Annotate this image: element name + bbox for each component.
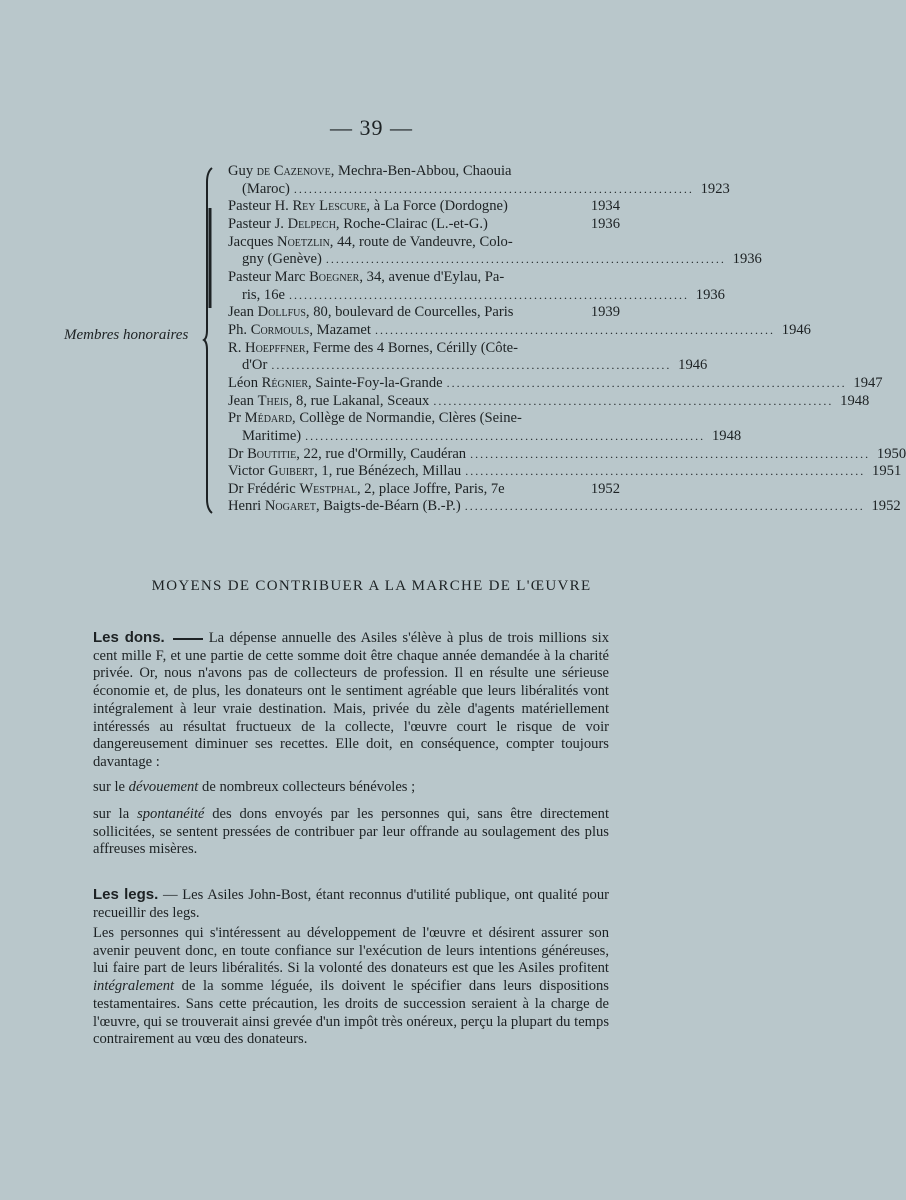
member-surname: Cormouls xyxy=(250,321,310,338)
member-text xyxy=(228,340,518,358)
member-name: Jacques xyxy=(228,233,278,250)
dons-item-1 xyxy=(93,779,609,797)
member-year: 1952 xyxy=(590,480,620,497)
members-side-label: Membres honoraires xyxy=(64,327,189,343)
member-text xyxy=(228,234,513,252)
member-year: 1948 xyxy=(840,392,870,409)
member-text xyxy=(228,216,488,234)
member-year: 1936 xyxy=(695,286,725,303)
member-year: 1946 xyxy=(678,357,708,374)
member-entry xyxy=(228,233,762,269)
member-text xyxy=(242,181,290,199)
member-year: 1952 xyxy=(871,498,901,515)
member-year: 1951 xyxy=(872,463,902,480)
member-name: gny (Genève) xyxy=(242,251,322,268)
member-entry xyxy=(228,392,870,411)
dons-item-2-pre: sur la xyxy=(93,806,138,822)
member-surname: Hoepffner xyxy=(245,339,306,356)
member-text xyxy=(228,198,508,216)
member-name: Henri xyxy=(228,498,265,515)
dons-text: La dépense annuelle des Asiles s'élève à plus de trois millions six cent mille F, et une partie de cette somme doit être chaque année demandée à la charité privée. Or, nous n'avons pas de collecteurs de profession. Il en résulte une sérieuse économie et, de plus, les donateurs ont le sentiment agréable que leurs libéralités vont intégralement à leur vraie destination. Mais, privée du zèle d'agents matériellement intéressés au résultat fructueux de la collecte, l'œuvre court le risque de voir dangereusement diminuer ses recettes. Elle doit, en conséquence, compter toujours davantage : xyxy=(93,630,609,770)
member-text xyxy=(228,269,504,287)
member-name: Pasteur Marc xyxy=(228,268,310,285)
dons-item-1-em: dévouement xyxy=(128,779,199,795)
member-line xyxy=(228,321,811,340)
member-name: R. xyxy=(228,339,246,356)
member-address: , à La Force (Dordogne) xyxy=(366,198,508,215)
member-name: Ph. xyxy=(228,321,251,338)
member-line xyxy=(228,198,620,216)
member-text xyxy=(242,357,267,375)
member-entry xyxy=(228,321,811,340)
member-line xyxy=(228,392,870,411)
legs-paragraph xyxy=(93,886,609,922)
member-address: , Mechra-Ben-Abbou, Chaouia xyxy=(330,163,512,179)
member-year: 1950 xyxy=(876,445,906,462)
brace-bracket xyxy=(203,168,217,513)
member-surname: Boutitie xyxy=(247,445,297,462)
member-line xyxy=(228,340,620,358)
member-address: , 34, avenue d'Eylau, Pa- xyxy=(359,268,505,285)
dons-item-2 xyxy=(93,806,609,859)
member-name: d'Or xyxy=(242,357,268,374)
legs-heading: Les legs. xyxy=(93,886,159,903)
member-entry xyxy=(228,410,742,445)
member-line xyxy=(228,269,620,287)
member-address: , 2, place Joffre, Paris, 7e xyxy=(357,480,505,497)
member-line xyxy=(228,180,730,199)
member-name: Guy xyxy=(228,163,257,179)
member-text xyxy=(242,251,322,269)
member-name: Jean xyxy=(228,304,258,321)
leader-dots: ................................................................................ xyxy=(271,358,672,373)
member-line xyxy=(228,357,708,375)
member-text xyxy=(242,287,285,305)
member-address: , 8, rue Lakanal, Sceaux xyxy=(288,392,430,409)
member-address: , Mazamet xyxy=(309,321,371,338)
member-line xyxy=(228,463,902,481)
member-line xyxy=(228,410,620,428)
leader-dots: ................................................................................ xyxy=(305,428,706,443)
leader-dots: ................................................................................ xyxy=(325,252,726,267)
page-number: — 39 — xyxy=(330,115,413,140)
member-line xyxy=(228,427,742,446)
member-entry xyxy=(228,445,906,464)
legs-p2-post: de la somme léguée, ils doivent le spécifier dans leurs dispositions testamentaires. Sans cette précaution, les droits de succession seraient à la charge de l'œuvre, qui se trouverait ainsi grevée d'un impôt très onéreux, perçu la plupart du temps contrairement au vœu des donateurs. xyxy=(93,978,609,1048)
leader-dots: ................................................................................ xyxy=(464,499,865,514)
member-text xyxy=(228,393,429,411)
member-entry xyxy=(228,374,883,393)
dash-rule xyxy=(173,638,203,640)
member-entry xyxy=(228,163,730,198)
member-surname: Guibert xyxy=(268,463,315,480)
member-text xyxy=(228,410,522,428)
member-entry xyxy=(228,216,620,234)
member-line xyxy=(228,374,883,393)
members-list xyxy=(228,163,906,516)
member-surname: Médard xyxy=(244,410,293,427)
member-address: , 22, rue d'Ormilly, Caudéran xyxy=(296,445,467,462)
member-year: 1946 xyxy=(781,321,811,338)
member-surname: Nogaret xyxy=(264,498,316,515)
member-year: 1934 xyxy=(590,198,620,215)
member-address: , Collège de Normandie, Clères (Seine- xyxy=(292,410,522,427)
leader-dots: ................................................................................ xyxy=(470,446,871,461)
member-year: 1939 xyxy=(590,304,620,321)
member-entry xyxy=(228,463,902,481)
dons-item-1-pre: sur le xyxy=(93,779,129,795)
member-line xyxy=(228,481,620,499)
member-entry xyxy=(228,268,725,304)
legs-text: — Les Asiles John-Bost, étant reconnus d'utilité publique, ont qualité pour recueillir des legs. xyxy=(93,887,609,921)
member-address: , 1, rue Bénézech, Millau xyxy=(314,463,462,480)
member-name: Dr xyxy=(228,445,248,462)
member-name: Pr xyxy=(228,410,245,427)
member-year: 1936 xyxy=(732,251,762,268)
leader-dots: ................................................................................ xyxy=(433,393,834,408)
leader-dots: ................................................................................ xyxy=(465,464,866,479)
member-text xyxy=(228,375,443,393)
member-name: Léon xyxy=(228,374,262,391)
member-address: , 44, route de Vandeuvre, Colo- xyxy=(329,233,513,250)
legs-paragraph-2 xyxy=(93,925,609,1049)
member-address: , Baigts-de-Béarn (B.-P.) xyxy=(315,498,461,515)
member-surname: Boegner xyxy=(309,268,360,285)
member-year: 1936 xyxy=(590,215,620,232)
member-surname: Noetzlin xyxy=(277,233,330,250)
legs-p2-pre: Les personnes qui s'intéressent au développement de l'œuvre et désirent assurer son avenir peuvent donc, en toute confiance sur l'exécution de leurs intentions généreuses, lui faire part de leurs libéralités. Si la volonté des donateurs est que les Asiles profitent xyxy=(93,925,609,977)
member-address: , Ferme des 4 Bornes, Cérilly (Côte- xyxy=(305,339,518,356)
member-line xyxy=(228,216,620,234)
member-entry xyxy=(228,339,708,375)
member-text xyxy=(228,322,371,340)
member-entry xyxy=(228,198,620,216)
member-name: Jean xyxy=(228,392,258,409)
member-line xyxy=(228,234,620,252)
member-surname: Delpech xyxy=(287,215,336,232)
dons-item-2-em: spontanéité xyxy=(137,806,205,822)
member-year: 1948 xyxy=(711,427,742,444)
member-name: (Maroc) xyxy=(242,180,290,197)
member-address: , Sainte-Foy-la-Grande xyxy=(308,374,443,391)
member-entry xyxy=(228,304,620,322)
member-text xyxy=(228,304,513,322)
member-name: ris, 16e xyxy=(242,286,285,303)
member-address: , 80, boulevard de Courcelles, Paris xyxy=(305,304,514,321)
member-line xyxy=(228,304,620,322)
member-text xyxy=(228,498,461,516)
member-surname: Theis xyxy=(257,392,289,409)
member-surname: Dollfus xyxy=(257,304,306,321)
member-surname: Rey Lescure xyxy=(292,198,367,215)
member-surname: de Cazenove xyxy=(256,163,331,179)
dons-item-1-post: de nombreux collecteurs bénévoles ; xyxy=(198,779,416,795)
dons-item-2-post: des dons envoyés par les personnes qui, sans être directement sollicitées, se sentent pressées de contribuer par leur offrande au soulagement des plus affreuses misères. xyxy=(93,806,609,858)
member-name: Dr Frédéric xyxy=(228,480,300,497)
member-address: , Roche-Clairac (L.-et-G.) xyxy=(335,215,488,232)
member-text xyxy=(242,428,301,446)
member-text xyxy=(228,463,461,481)
dons-heading: Les dons. xyxy=(93,629,165,646)
section-title: MOYENS DE CONTRIBUER A LA MARCHE DE L'ŒUVRE xyxy=(151,578,592,594)
member-surname: Régnier xyxy=(261,374,309,391)
member-name: Victor xyxy=(228,463,269,480)
member-text xyxy=(228,481,505,499)
dons-paragraph xyxy=(93,629,609,772)
member-name: Pasteur H. xyxy=(228,198,293,215)
member-line xyxy=(228,445,906,464)
leader-dots: ................................................................................ xyxy=(374,322,775,337)
leader-dots: ................................................................................ xyxy=(446,375,847,390)
member-line xyxy=(228,163,620,181)
member-line xyxy=(228,251,762,269)
member-year: 1947 xyxy=(853,374,883,391)
member-name: Maritime) xyxy=(242,427,302,444)
member-entry xyxy=(228,498,901,516)
member-name: Pasteur J. xyxy=(228,215,288,232)
member-surname: Westphal xyxy=(299,480,357,497)
leader-dots: ................................................................................ xyxy=(293,181,694,196)
legs-p2-em: intégralement xyxy=(93,978,175,995)
member-text xyxy=(228,163,511,181)
leader-dots: ................................................................................ xyxy=(288,287,689,302)
member-year: 1923 xyxy=(700,180,730,197)
member-line xyxy=(228,498,901,516)
member-entry xyxy=(228,481,620,499)
member-text xyxy=(228,446,466,464)
member-line xyxy=(228,286,725,305)
